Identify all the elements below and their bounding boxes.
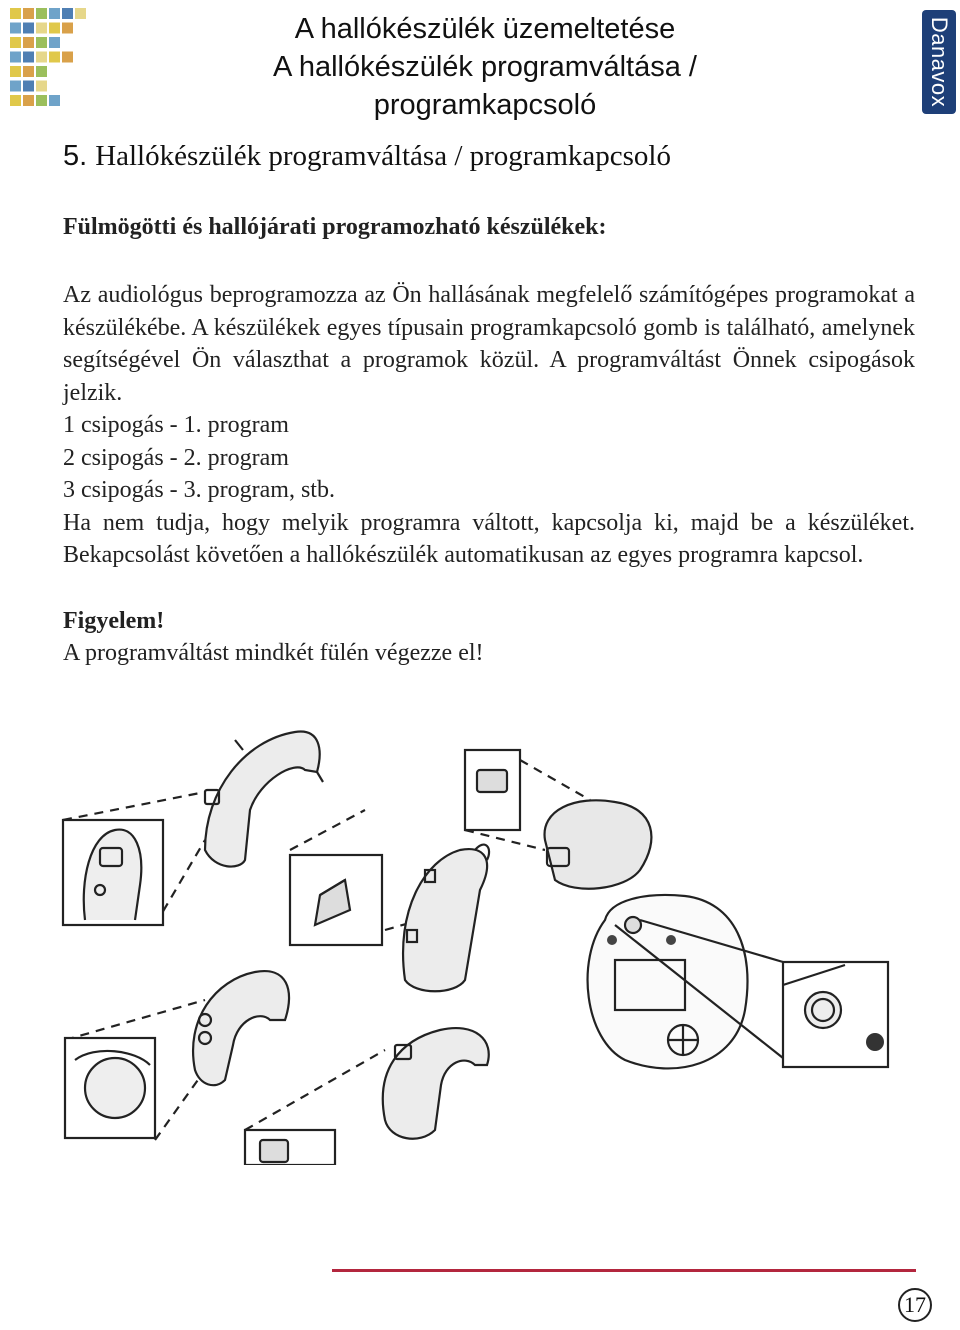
logo-square [23,23,34,34]
logo-square [23,8,34,19]
logo-square [62,8,73,19]
page-number: 17 [898,1288,932,1322]
brand-label: Danavox [927,16,952,108]
logo-square [10,23,21,34]
logo-square [62,52,73,63]
paragraph-reset: Ha nem tudja, hogy melyik programra váltott, kapcsolja ki, majd be a készüléket. Bekapcsolást követően a hallókészülék automatikusan az egyes programra kapcsol. [63,509,915,568]
logo-square [49,52,60,63]
logo-square [23,37,34,48]
header-line-2: A hallókészülék programváltása / [273,51,697,83]
paragraph-intro: Az audiológus beprogramozza az Ön hallásának megfelelő számítógépes programokat a készülékébe. A készülékek egyes típusain programkapcsoló gomb is található, amelynek segítségével Ön választhat a programok közül. A programváltást Önnek csipogások jelzik. [63,282,915,406]
beep-line-1: 1 csipogás - 1. program [63,412,289,438]
logo-square [23,95,34,106]
logo-square [10,66,21,77]
header-line-3: programkapcsoló [373,89,597,121]
inset-button-detail-2 [290,855,382,945]
logo-square [49,23,60,34]
bte-hearing-aid-icon [383,1028,489,1139]
logo-square [75,8,86,19]
logo-square [23,81,34,92]
subtitle: Fülmögötti és hallójárati programozható készülékek: [63,214,607,240]
brand-tab [922,10,956,114]
logo-square [36,37,47,48]
logo-square [62,23,73,34]
inset-button-detail-3 [465,750,520,830]
logo-square [10,81,21,92]
section-title-text: Hallókészülék programváltása / programkapcsoló [95,140,671,172]
logo-square [23,66,34,77]
beep-line-3: 3 csipogás - 3. program, stb. [63,477,335,503]
logo-square [49,95,60,106]
section-title [63,140,671,173]
logo-square [10,52,21,63]
bte-hearing-aid-icon [403,845,489,992]
warning-title: Figyelem! [63,607,165,634]
logo-square [36,81,47,92]
header-line-1: A hallókészülék üzemeltetése [294,13,676,45]
logo-square [10,37,21,48]
inset-button-detail-5 [245,1130,335,1165]
logo-square-grid [10,8,102,112]
hearing-aid-illustration [55,720,905,1165]
logo-square [36,95,47,106]
logo-square [49,37,60,48]
body-text [63,279,915,670]
inset-button-detail-4 [65,1038,155,1138]
bte-hearing-aid-icon [193,971,289,1085]
beep-line-2: 2 csipogás - 2. program [63,444,289,471]
logo-square [36,8,47,19]
logo-square [10,8,21,19]
logo-square [36,52,47,63]
logo-square [49,8,60,19]
ite-hearing-aid-icon [545,800,748,1068]
logo-square [10,95,21,106]
logo-square [36,66,47,77]
inset-button-detail-1 [63,820,163,925]
section-number: 5. [63,140,88,172]
logo-square [36,23,47,34]
footer-rule [332,1269,916,1272]
bte-hearing-aid-icon [205,732,323,867]
page-header [240,10,730,124]
logo-square [23,52,34,63]
warning-text: A programváltást mindkét fülén végezze el! [63,640,484,666]
